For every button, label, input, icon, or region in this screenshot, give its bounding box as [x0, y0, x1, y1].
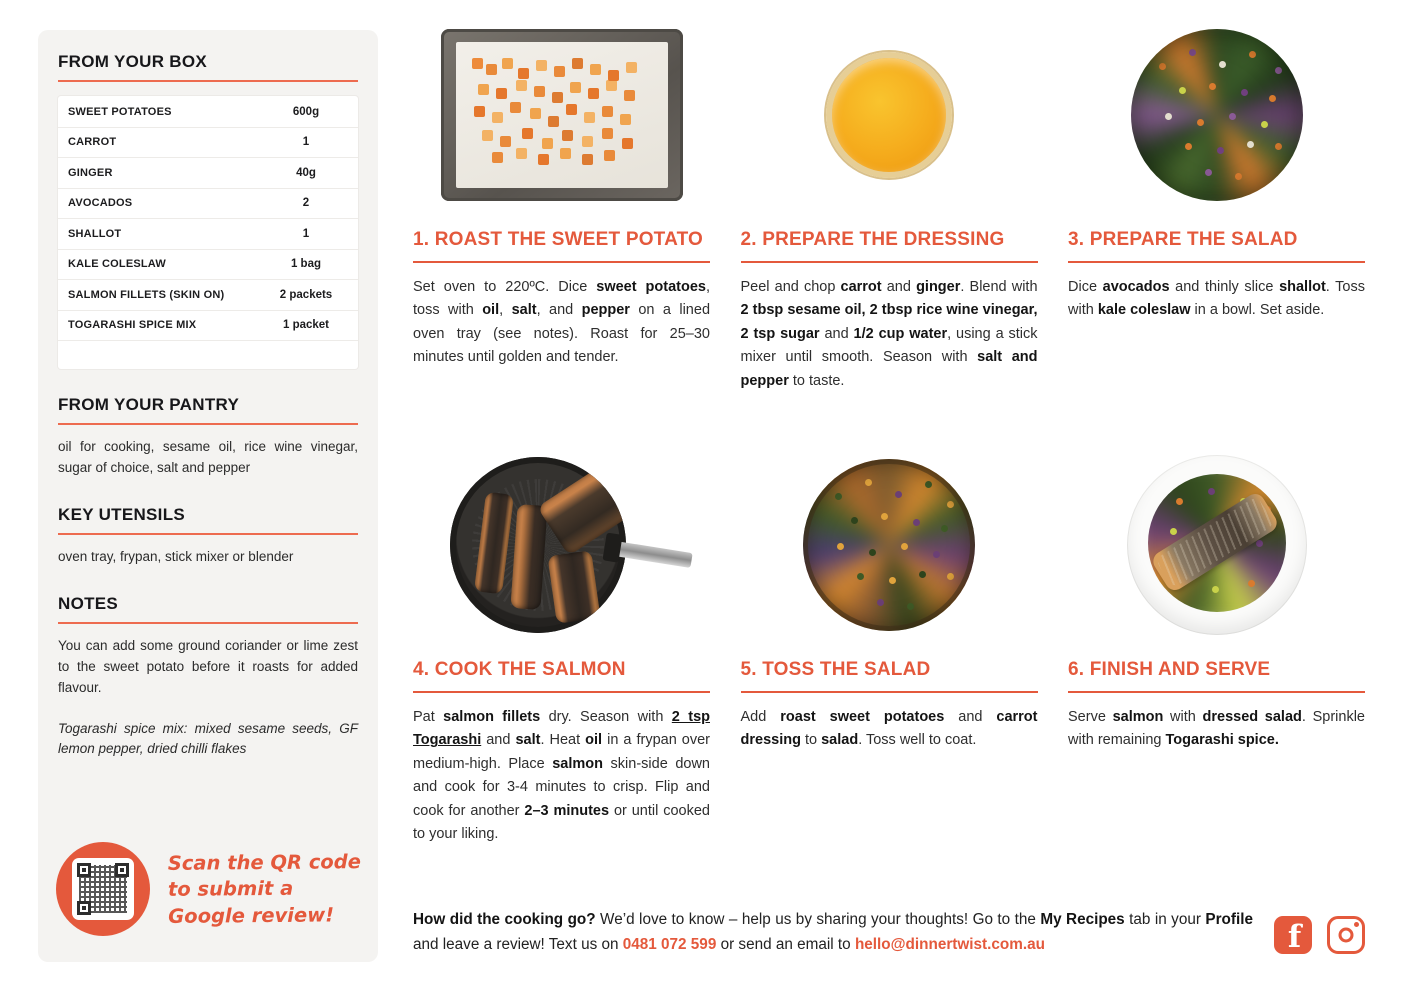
step-title: 6. FINISH AND SERVE [1068, 659, 1365, 693]
dressing-photo [741, 25, 1038, 205]
ingredient-qty: 40g [296, 166, 316, 179]
dressing-bowl-image [826, 52, 952, 178]
step-body: Peel and chop carrot and ginger. Blend with 2 tbsp sesame oil, 2 tbsp rice wine vinegar, 2 tsp sugar and 1/2 cup water, using a stick mixer until smooth. Season with salt and pepper to taste. [740, 279, 1038, 389]
social-icons [1274, 916, 1365, 954]
ingredient-name: AVOCADOS [68, 197, 133, 210]
step-5-toss-salad [741, 455, 1038, 847]
table-row [58, 250, 358, 281]
ingredient-qty: 1 bag [290, 258, 322, 271]
step-title: 5. TOSS THE SALAD [741, 659, 1038, 693]
table-row [58, 97, 358, 128]
ingredient-name: KALE COLESLAW [68, 258, 166, 271]
instagram-icon[interactable] [1327, 916, 1365, 954]
pantry-text: oil for cooking, sesame oil, rice wine vinegar, sugar of choice, salt and pepper [58, 439, 358, 475]
salmon-fillet [547, 550, 600, 623]
ingredient-qty: 1 [302, 227, 310, 240]
step-body: Dice avocados and thinly slice shallot. Toss with kale coleslaw in a bowl. Set aside. [1068, 279, 1365, 319]
facebook-icon[interactable]: f [1274, 916, 1312, 954]
frypan-image [432, 455, 692, 635]
notes-italic-text: Togarashi spice mix: mixed sesame seeds, GF lemon pepper, dried chilli flakes [58, 720, 358, 757]
notes-title: NOTES [58, 594, 358, 624]
step-3-prepare-salad [1068, 25, 1365, 455]
step-title: 2. PREPARE THE DRESSING [741, 229, 1038, 263]
table-row [58, 189, 358, 220]
qr-code [72, 858, 134, 920]
ingredient-name: SALMON FILLETS (SKIN ON) [68, 288, 225, 301]
qr-circle-badge [56, 842, 150, 936]
qr-finder-icon [115, 863, 129, 877]
table-row [58, 128, 358, 159]
step-2-prepare-dressing [741, 25, 1038, 455]
salad-photo [1068, 25, 1365, 205]
ingredient-qty: 1 [302, 136, 310, 149]
table-row [58, 158, 358, 189]
step-body: Pat salmon fillets dry. Season with 2 tsp Togarashi and salt. Heat oil in a frypan over medium-high. Place salmon skin-side down and cook for 3-4 minutes to crisp. Flip and cook for another 2–3 minutes or until cooked to your liking. [413, 709, 711, 843]
plated-salmon-image [1127, 455, 1307, 635]
ingredient-qty: 1 packet [282, 319, 330, 332]
tossed-salad-image [803, 459, 975, 631]
footer-feedback-text: How did the cooking go? We’d love to know – help us by sharing your thoughts! Go to the My Recipes tab in your Profile and leave a review! Text us on 0481 072 599 or send an email to hello@dinnertwist.com.au [413, 911, 1253, 953]
step-4-cook-salmon [413, 455, 710, 847]
ingredients-table [58, 96, 358, 369]
table-row [58, 311, 358, 342]
steps-grid [413, 25, 1365, 847]
ingredient-qty: 600g [292, 105, 320, 118]
qr-finder-icon [77, 901, 91, 915]
ingredient-name: SWEET POTATOES [68, 105, 172, 118]
table-row [58, 280, 358, 311]
ingredient-name: TOGARASHI SPICE MIX [68, 319, 197, 332]
step-body: Add roast sweet potatoes and carrot dressing to salad. Toss well to coat. [740, 709, 1038, 749]
ingredient-qty: 2 [302, 197, 310, 210]
step-title: 3. PREPARE THE SALAD [1068, 229, 1365, 263]
step-title: 4. COOK THE SALMON [413, 659, 710, 693]
ingredient-name: GINGER [68, 166, 113, 179]
qr-caption: Scan the QR code to submit a Google review! [167, 849, 362, 928]
google-review-block [56, 842, 368, 936]
ingredient-qty: 2 packets [279, 288, 333, 301]
notes-text: You can add some ground coriander or lime zest to the sweet potato before it roasts for added flavour. [58, 637, 358, 695]
key-utensils-title: KEY UTENSILS [58, 505, 358, 535]
step-body: Set oven to 220ºC. Dice sweet potatoes, toss with oil, salt, and pepper on a lined oven tray (see notes). Roast for 25–30 minutes until golden and tender. [413, 279, 711, 366]
ingredient-name: SHALLOT [68, 227, 122, 240]
plated-dish-photo [1068, 455, 1365, 635]
salmon-pan-photo [413, 455, 710, 635]
step-body: Serve salmon with dressed salad. Sprinkle with remaining Togarashi spice. [1068, 709, 1365, 749]
tossed-salad-photo [741, 455, 1038, 635]
roasted-sweet-potato-photo [413, 25, 710, 205]
ingredient-name: CARROT [68, 136, 117, 149]
salad-bowl-image [1131, 29, 1303, 201]
sidebar-panel [38, 30, 378, 962]
step-title: 1. ROAST THE SWEET POTATO [413, 229, 710, 263]
step-6-finish-serve [1068, 455, 1365, 847]
step-1-roast-sweet-potato [413, 25, 710, 455]
qr-finder-icon [77, 863, 91, 877]
pan-handle [613, 541, 692, 568]
from-your-pantry-title: FROM YOUR PANTRY [58, 395, 358, 425]
utensils-text: oven tray, frypan, stick mixer or blender [58, 548, 294, 564]
from-your-box-title: FROM YOUR BOX [58, 52, 358, 82]
table-row [58, 219, 358, 250]
oven-tray-image [441, 29, 683, 201]
